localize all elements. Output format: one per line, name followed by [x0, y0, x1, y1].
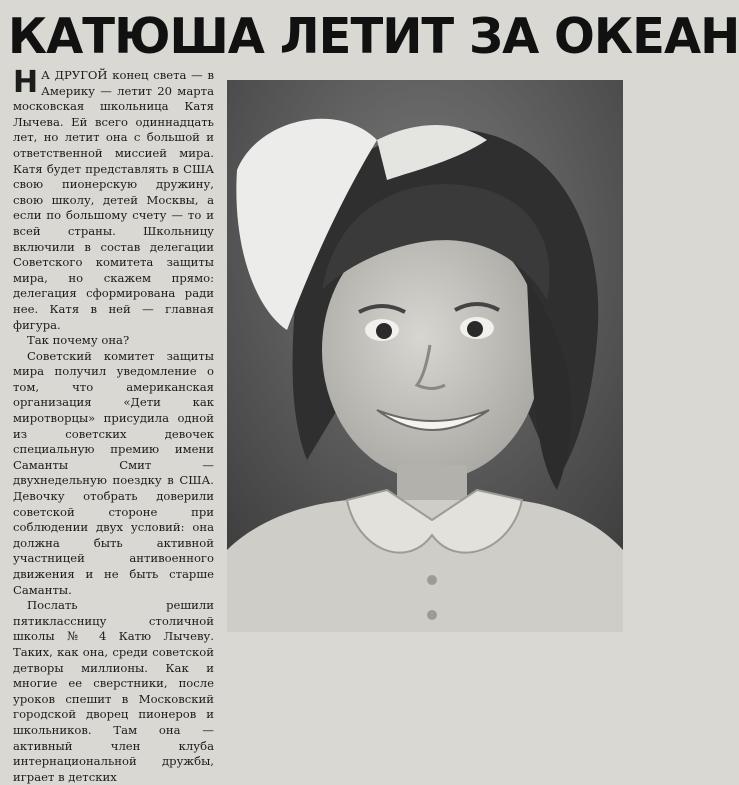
article-paragraph-2: Так почему она?	[27, 333, 130, 348]
article-photo	[227, 80, 623, 632]
article-paragraph-3: Советский комитет защиты мира получил уведомление о том, что американская организация «Дети как миротворцы» присудила одной из советских девочек специальную премию имени Саманты Смит — двухнедельную поездку в США. Девочку отобрать доверили советской стороне при соблюдении двух условий: она должна быть активной участницей антивоенного движения и не быть старше Саманты.	[13, 348, 214, 597]
article-paragraph-lead	[13, 65, 214, 333]
article-paragraph-4: Послать решили пятиклассницу столичной школы № 4 Катю Лычеву. Таких, как она, среди советской детворы миллионы. Как и многие ее сверстники, после уроков спешит в Московский городской дворец пионеров и школьников. Там она — активный член клуба интернациональной дружбы, играет в детских	[13, 598, 214, 784]
girl-portrait-illustration	[227, 80, 623, 632]
article-paragraph-1-text: А ДРУГОЙ конец света — в Америку — летит 20 марта московская школьница Катя Лычева. Ей всего одиннадцать лет, но летит она с большой и ответственной миссией мира. Катя будет представлять в США свою пионерскую дружину, свою школу, детей Москвы, а если по большому счету — то и всей страны. Школьницу включили в состав делегации Советского комитета защиты мира, но скажем прямо: делегация сформирована ради нее. Катя в ней — главная фигура.	[13, 68, 214, 332]
article-body	[13, 65, 214, 784]
dropcap: Н	[13, 65, 39, 100]
headline-bar	[0, 0, 739, 72]
headline: КАТЮША ЛЕТИТ ЗА ОКЕАН	[7, 7, 739, 65]
